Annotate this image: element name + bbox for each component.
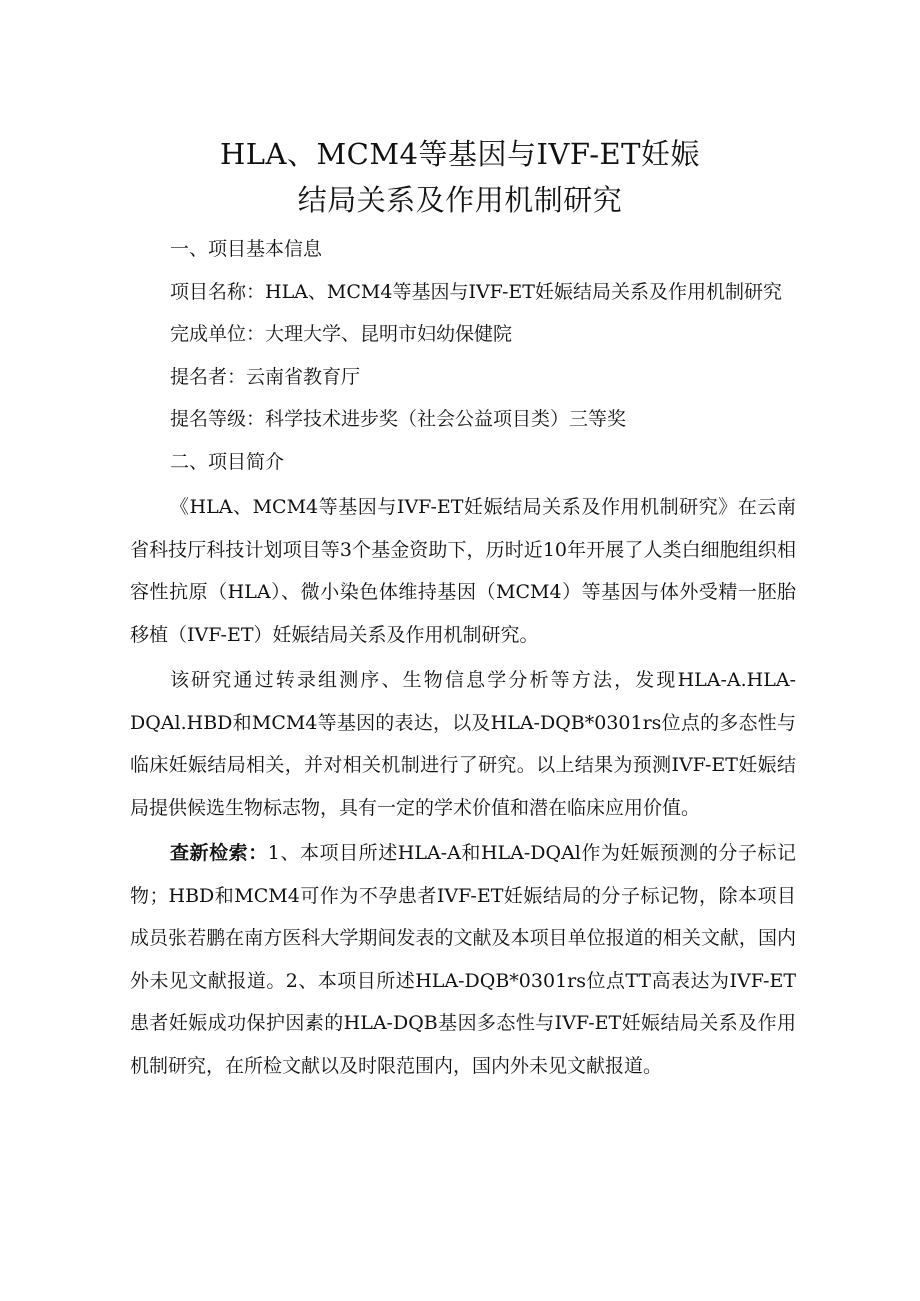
completion-units: 完成单位：大理大学、昆明市妇幼保健院 [170, 323, 513, 345]
novelty-search-paragraph [130, 832, 796, 1087]
document-body [130, 228, 796, 1087]
novelty-search-label: 查新检索： [170, 842, 268, 864]
document-title-line-2: 结局关系及作用机制研究 [297, 183, 623, 217]
document-title-line-1: HLA、MCM4等基因与IVF-ET妊娠 [219, 137, 701, 171]
novelty-search-text: 1、本项目所述HLA-A和HLA-DQAl作为妊娠预测的分子标记物；HBD和MCM4可作为不孕患者IVF-ET妊娠结局的分子标记物，除本项目成员张若鹏在南方医科大学期间发表的文献及本项目单位报道的相关文献，国内外未见文献报道。2、本项目所述HLA-DQB*0301rs位点TT高表达为IVF-ET患者妊娠成功保护因素的HLA-DQB基因多态性与IVF-ET妊娠结局关系及作用机制研究，在所检文献以及时限范围内，国内外未见文献报道。 [130, 842, 796, 1077]
section-heading-intro: 二、项目简介 [170, 450, 285, 473]
nominator: 提名者：云南省教育厅 [170, 365, 361, 388]
intro-paragraph-1: 《HLA、MCM4等基因与IVF-ET妊娠结局关系及作用机制研究》在云南省科技厅科技计划项目等3个基金资助下，历时近10年开展了人类白细胞组织相容性抗原（HLA）、微小染色体维持基因（MCM4）等基因与体外受精一胚胎移植（IVF-ET）妊娠结局关系及作用机制研究。 [130, 496, 796, 646]
section-heading-basic-info: 一、项目基本信息 [170, 238, 323, 260]
project-name-paragraph: 项目名称：HLA、MCM4等基因与IVF-ET妊娠结局关系及作用机制研究 [170, 280, 782, 303]
intro-paragraph-2: 该研究通过转录组测序、生物信息学分析等方法，发现HLA-A.HLA-DQAl.HBD和MCM4等基因的表达，以及HLA-DQB*0301rs位点的多态性与临床妊娠结局相关，并对相关机制进行了研究。以上结果为预测IVF-ET妊娠结局提供候选生物标志物，具有一定的学术价值和潜在临床应用价值。 [130, 669, 796, 819]
nomination-level: 提名等级：科学技术进步奖（社会公益项目类）三等奖 [170, 408, 627, 430]
